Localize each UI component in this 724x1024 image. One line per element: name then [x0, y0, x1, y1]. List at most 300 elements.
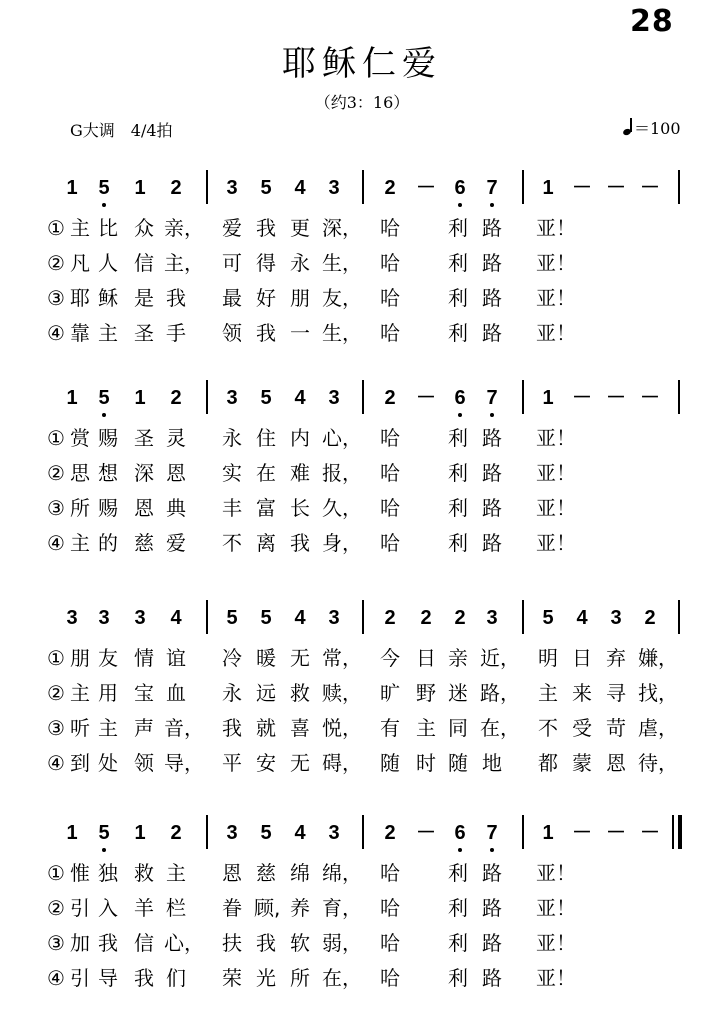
lyric-char: 永	[290, 251, 310, 275]
lyric-char: 友	[98, 646, 118, 670]
lyric-char: 入	[98, 896, 118, 920]
lyric-char: 利	[448, 896, 468, 920]
barline	[362, 600, 364, 634]
lyric-char: 哈	[380, 966, 400, 990]
note: 3	[328, 822, 340, 844]
note: 2	[384, 387, 396, 409]
lyric-char: 谊	[166, 646, 186, 670]
lyric-char: 手	[166, 321, 186, 345]
lyric-char: 栏	[166, 896, 186, 920]
lyric-char: 利	[448, 216, 468, 240]
lyric-line	[0, 214, 724, 244]
verse-number: ③	[47, 716, 65, 740]
note: 5	[98, 177, 110, 199]
lyric-char: 思	[70, 461, 90, 485]
lyric-char: 路	[482, 496, 502, 520]
lyric-line	[0, 714, 724, 744]
lyric-char: 喜	[290, 716, 310, 740]
lyric-char: 更	[290, 216, 310, 240]
lyric-char: 引	[70, 966, 90, 990]
lyric-line	[0, 529, 724, 559]
lyric-char: 用	[98, 681, 118, 705]
lyric-char: 路	[482, 931, 502, 955]
lyric-char: 不	[538, 716, 558, 740]
lyric-char: 加	[70, 931, 90, 955]
lyric-char: 哈	[380, 931, 400, 955]
lyric-char: 利	[448, 496, 468, 520]
barline	[206, 170, 208, 204]
lyric-char: 恩	[606, 751, 626, 775]
lyric-char: 时	[416, 751, 436, 775]
note: 3	[226, 387, 238, 409]
lyric-char: 在，	[480, 716, 520, 740]
note: 4	[294, 607, 306, 629]
lyric-char: 明	[538, 646, 558, 670]
lyric-char: 导，	[164, 751, 204, 775]
lyric-char: 绵，	[322, 861, 362, 885]
lyric-char: 我	[222, 716, 242, 740]
note: －	[640, 387, 660, 409]
lyric-char: 常，	[322, 646, 362, 670]
lyric-char: 朋	[290, 286, 310, 310]
lyric-char: 好	[256, 286, 276, 310]
lyric-char: 富	[256, 496, 276, 520]
note: －	[606, 822, 626, 844]
lyric-char: 来	[572, 681, 592, 705]
lyric-char: 身，	[322, 531, 362, 555]
lyric-char: 哈	[380, 531, 400, 555]
lyric-char: 路	[482, 216, 502, 240]
lyric-char: 迷	[448, 681, 468, 705]
lyric-char: 都	[538, 751, 558, 775]
verse-number: ④	[47, 966, 65, 990]
lyric-char: 慈	[256, 861, 276, 885]
lyric-char: 赐	[98, 496, 118, 520]
lyric-char: 领	[134, 751, 154, 775]
note: 3	[328, 607, 340, 629]
lyric-char: 利	[448, 461, 468, 485]
lyric-char: 我	[256, 321, 276, 345]
lyric-char: 虐，	[638, 716, 678, 740]
lyric-line	[0, 894, 724, 924]
barline	[206, 380, 208, 414]
lyric-char: 亚！	[536, 426, 576, 450]
lyric-char: 路	[482, 286, 502, 310]
lyric-char: 旷	[380, 681, 400, 705]
verse-number: ②	[47, 681, 65, 705]
lyric-char: 灵	[166, 426, 186, 450]
note: 6	[454, 177, 466, 199]
lyric-char: 亚！	[536, 251, 576, 275]
lyric-char: 光	[256, 966, 276, 990]
lyric-char: 眷	[222, 896, 242, 920]
lyric-char: 一	[290, 321, 310, 345]
lyric-char: 可	[222, 251, 242, 275]
lyric-char: 引	[70, 896, 90, 920]
lyric-char: 朋	[70, 646, 90, 670]
note: 2	[384, 177, 396, 199]
lyric-char: 顾,	[254, 896, 281, 920]
lyric-char: 碍，	[322, 751, 362, 775]
lyric-char: 我	[256, 931, 276, 955]
lyric-char: 哈	[380, 426, 400, 450]
verse-number: ④	[47, 531, 65, 555]
lyric-char: 弃	[606, 646, 626, 670]
verse-number: ①	[47, 426, 65, 450]
barline	[522, 380, 524, 414]
octave-dot	[458, 848, 462, 852]
lyric-char: 内	[290, 426, 310, 450]
lyric-char: 们	[166, 966, 186, 990]
lyric-char: 稣	[98, 286, 118, 310]
lyric-char: 音，	[164, 716, 204, 740]
lyric-char: 亚！	[536, 461, 576, 485]
barline	[678, 600, 680, 634]
verse-number: ②	[47, 251, 65, 275]
lyric-char: 弱，	[322, 931, 362, 955]
lyric-char: 长	[290, 496, 310, 520]
lyric-char: 耶	[70, 286, 90, 310]
note: 2	[420, 607, 432, 629]
key-and-time-signature: G大调 4/4拍	[70, 121, 173, 140]
note: 6	[454, 822, 466, 844]
lyric-char: 亚！	[536, 286, 576, 310]
lyric-char: 久，	[322, 496, 362, 520]
lyric-char: 同	[448, 716, 468, 740]
lyric-char: 不	[222, 531, 242, 555]
lyric-char: 的	[98, 531, 118, 555]
lyric-char: 我	[98, 931, 118, 955]
lyric-char: 亲	[448, 646, 468, 670]
lyric-char: 哈	[380, 896, 400, 920]
lyric-char: 哈	[380, 861, 400, 885]
lyric-char: 得	[256, 251, 276, 275]
barline	[206, 815, 208, 849]
note: －	[606, 177, 626, 199]
lyric-char: 是	[134, 286, 154, 310]
lyric-char: 利	[448, 286, 468, 310]
lyric-char: 住	[256, 426, 276, 450]
lyric-char: 永	[222, 426, 242, 450]
note: 1	[542, 177, 554, 199]
lyric-char: 待，	[638, 751, 678, 775]
note: 7	[486, 177, 498, 199]
lyric-char: 利	[448, 321, 468, 345]
lyric-char: 路	[482, 966, 502, 990]
lyric-char: 声	[134, 716, 154, 740]
lyric-char: 心，	[322, 426, 362, 450]
lyric-line	[0, 494, 724, 524]
lyric-char: 冷	[222, 646, 242, 670]
lyric-char: 深	[134, 461, 154, 485]
lyric-char: 受	[572, 716, 592, 740]
lyric-char: 独	[98, 861, 118, 885]
note: 3	[134, 607, 146, 629]
note: 5	[260, 177, 272, 199]
barline	[678, 170, 680, 204]
barline	[362, 815, 364, 849]
lyric-char: 圣	[134, 426, 154, 450]
note: 6	[454, 387, 466, 409]
lyric-char: 安	[256, 751, 276, 775]
lyric-char: 主	[98, 321, 118, 345]
note: 4	[294, 822, 306, 844]
lyric-char: 利	[448, 531, 468, 555]
lyric-char: 荣	[222, 966, 242, 990]
lyric-line	[0, 459, 724, 489]
note: 4	[294, 177, 306, 199]
lyric-char: 利	[448, 861, 468, 885]
lyric-char: 听	[70, 716, 90, 740]
note: 1	[134, 177, 146, 199]
note: 7	[486, 387, 498, 409]
barline	[678, 380, 680, 414]
lyric-char: 报，	[322, 461, 362, 485]
lyric-char: 众	[134, 216, 154, 240]
tempo-marking	[622, 116, 681, 139]
note: 3	[98, 607, 110, 629]
lyric-char: 靠	[70, 321, 90, 345]
quarter-note-icon	[622, 118, 634, 136]
note: 2	[644, 607, 656, 629]
lyric-line	[0, 284, 724, 314]
lyric-char: 信	[134, 251, 154, 275]
note: 2	[454, 607, 466, 629]
note: 1	[542, 822, 554, 844]
note: 5	[98, 387, 110, 409]
lyric-char: 主	[70, 531, 90, 555]
lyric-char: 慈	[134, 531, 154, 555]
lyric-char: 利	[448, 251, 468, 275]
lyric-char: 情	[134, 646, 154, 670]
lyric-char: 无	[290, 646, 310, 670]
lyric-char: 悦，	[322, 716, 362, 740]
lyric-char: 随	[448, 751, 468, 775]
barline	[206, 600, 208, 634]
lyric-char: 路，	[480, 681, 520, 705]
lyric-char: 主	[70, 681, 90, 705]
lyric-char: 所	[70, 496, 90, 520]
barline	[672, 815, 674, 849]
verse-number: ②	[47, 461, 65, 485]
lyric-char: 在，	[322, 966, 362, 990]
lyric-char: 利	[448, 931, 468, 955]
note: 5	[226, 607, 238, 629]
lyric-char: 亚！	[536, 321, 576, 345]
lyric-char: 恩	[222, 861, 242, 885]
lyric-char: 哈	[380, 286, 400, 310]
lyric-char: 哈	[380, 216, 400, 240]
lyric-char: 圣	[134, 321, 154, 345]
lyric-char: 主	[166, 861, 186, 885]
lyric-char: 路	[482, 531, 502, 555]
lyric-char: 到	[70, 751, 90, 775]
lyric-char: 所	[290, 966, 310, 990]
lyric-line	[0, 319, 724, 349]
note: 1	[66, 177, 78, 199]
tempo-value: ＝100	[634, 119, 681, 138]
lyric-line	[0, 424, 724, 454]
lyric-char: 恩	[134, 496, 154, 520]
barline	[522, 170, 524, 204]
lyric-char: 哈	[380, 251, 400, 275]
lyric-char: 哈	[380, 496, 400, 520]
lyric-char: 想	[98, 461, 118, 485]
note: 3	[226, 822, 238, 844]
note: 4	[576, 607, 588, 629]
lyric-char: 在	[256, 461, 276, 485]
octave-dot	[490, 203, 494, 207]
final-barline	[678, 815, 682, 849]
lyric-char: 离	[256, 531, 276, 555]
barline	[362, 170, 364, 204]
note: －	[572, 177, 592, 199]
verse-number: ①	[47, 646, 65, 670]
lyric-char: 路	[482, 426, 502, 450]
note: 2	[170, 822, 182, 844]
lyric-char: 利	[448, 426, 468, 450]
verse-number: ①	[47, 861, 65, 885]
lyric-char: 有	[380, 716, 400, 740]
note: 2	[384, 607, 396, 629]
lyric-char: 我	[134, 966, 154, 990]
note: 3	[328, 387, 340, 409]
lyric-char: 人	[98, 251, 118, 275]
octave-dot	[458, 413, 462, 417]
lyric-line	[0, 679, 724, 709]
lyric-char: 丰	[222, 496, 242, 520]
hymn-title: 耶稣仁爱	[282, 44, 442, 84]
note: 2	[170, 387, 182, 409]
lyric-line	[0, 929, 724, 959]
note: 2	[384, 822, 396, 844]
notation-line	[0, 815, 724, 855]
lyric-line	[0, 859, 724, 889]
lyric-char: 蒙	[572, 751, 592, 775]
barline	[522, 600, 524, 634]
octave-dot	[102, 848, 106, 852]
lyric-line	[0, 644, 724, 674]
lyric-char: 软	[290, 931, 310, 955]
note: 1	[66, 822, 78, 844]
lyric-char: 实	[222, 461, 242, 485]
lyric-char: 比	[98, 216, 118, 240]
note: 1	[134, 822, 146, 844]
lyric-char: 路	[482, 461, 502, 485]
lyric-char: 亚！	[536, 496, 576, 520]
note: 4	[294, 387, 306, 409]
note: 4	[170, 607, 182, 629]
lyric-char: 心，	[164, 931, 204, 955]
lyric-char: 典	[166, 496, 186, 520]
lyric-char: 亚！	[536, 931, 576, 955]
note: 1	[66, 387, 78, 409]
lyric-char: 信	[134, 931, 154, 955]
lyric-char: 日	[572, 646, 592, 670]
lyric-char: 生，	[322, 321, 362, 345]
lyric-char: 路	[482, 321, 502, 345]
lyric-char: 扶	[222, 931, 242, 955]
lyric-char: 亚！	[536, 216, 576, 240]
lyric-char: 育，	[322, 896, 362, 920]
lyric-char: 路	[482, 896, 502, 920]
lyric-char: 寻	[606, 681, 626, 705]
note: 5	[542, 607, 554, 629]
note: －	[416, 387, 436, 409]
lyric-char: 爱	[166, 531, 186, 555]
lyric-char: 暖	[256, 646, 276, 670]
lyric-char: 利	[448, 966, 468, 990]
octave-dot	[102, 203, 106, 207]
lyric-char: 苛	[606, 716, 626, 740]
note: 3	[226, 177, 238, 199]
note: 1	[542, 387, 554, 409]
note: －	[640, 177, 660, 199]
note: －	[572, 822, 592, 844]
lyric-char: 赏	[70, 426, 90, 450]
verse-number: ④	[47, 751, 65, 775]
verse-number: ③	[47, 931, 65, 955]
lyric-char: 亚！	[536, 861, 576, 885]
lyric-char: 主	[416, 716, 436, 740]
lyric-char: 哈	[380, 461, 400, 485]
lyric-line	[0, 749, 724, 779]
lyric-char: 无	[290, 751, 310, 775]
lyric-char: 日	[416, 646, 436, 670]
note: 3	[486, 607, 498, 629]
note: 3	[328, 177, 340, 199]
lyric-char: 赎，	[322, 681, 362, 705]
notation-line	[0, 600, 724, 640]
lyric-char: 处	[98, 751, 118, 775]
lyric-char: 我	[256, 216, 276, 240]
lyric-char: 最	[222, 286, 242, 310]
lyric-line	[0, 249, 724, 279]
lyric-char: 惟	[70, 861, 90, 885]
lyric-char: 生，	[322, 251, 362, 275]
note: 1	[134, 387, 146, 409]
note: 3	[610, 607, 622, 629]
lyric-char: 救	[290, 681, 310, 705]
note: 5	[260, 822, 272, 844]
lyric-char: 永	[222, 681, 242, 705]
lyric-char: 路	[482, 861, 502, 885]
lyric-char: 亚！	[536, 966, 576, 990]
lyric-char: 我	[290, 531, 310, 555]
lyric-char: 随	[380, 751, 400, 775]
lyric-char: 近，	[480, 646, 520, 670]
notation-line	[0, 170, 724, 210]
lyric-char: 友，	[322, 286, 362, 310]
octave-dot	[458, 203, 462, 207]
lyric-char: 宝	[134, 681, 154, 705]
lyric-char: 亲，	[164, 216, 204, 240]
lyric-char: 哈	[380, 321, 400, 345]
lyric-char: 主，	[164, 251, 204, 275]
octave-dot	[490, 413, 494, 417]
note: 2	[170, 177, 182, 199]
lyric-char: 地	[482, 751, 502, 775]
barline	[362, 380, 364, 414]
lyric-char: 凡	[70, 251, 90, 275]
lyric-char: 亚！	[536, 531, 576, 555]
octave-dot	[490, 848, 494, 852]
lyric-char: 爱	[222, 216, 242, 240]
lyric-char: 绵	[290, 861, 310, 885]
lyric-char: 救	[134, 861, 154, 885]
note: －	[416, 177, 436, 199]
lyric-char: 深，	[322, 216, 362, 240]
